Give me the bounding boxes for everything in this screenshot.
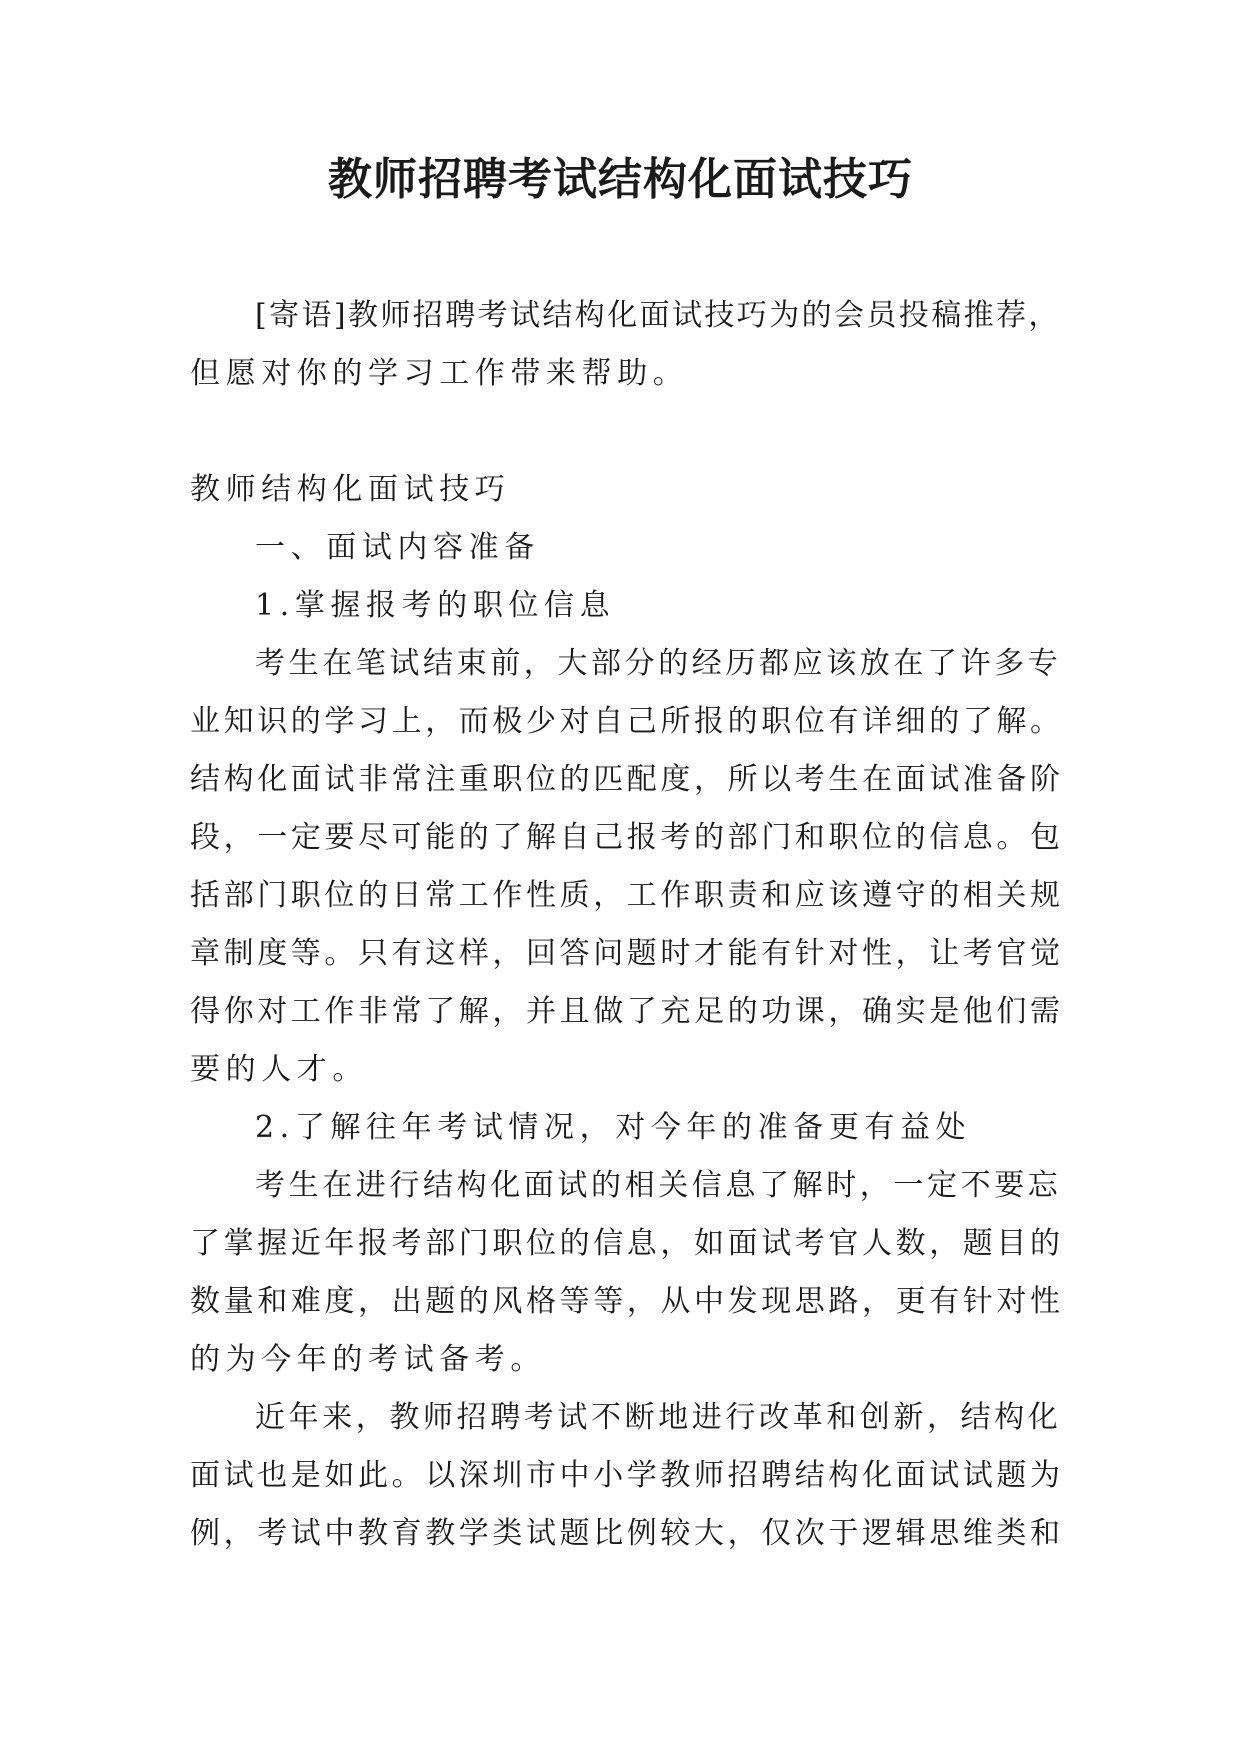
paragraph-line: 括部门职位的日常工作性质，工作职责和应该遵守的相关规	[190, 878, 1064, 913]
paragraph-line: 要的人才。	[190, 1052, 368, 1087]
paragraph-line: 的为今年的考试备考。	[190, 1342, 546, 1377]
paragraph-line: 段，一定要尽可能的了解自己报考的部门和职位的信息。包	[190, 820, 1064, 855]
paragraph-line: 得你对工作非常了解，并且做了充足的功课，确实是他们需	[190, 994, 1064, 1029]
subsection-heading: 一、面试内容准备	[255, 530, 540, 565]
paragraph-line: 数量和难度，出题的风格等等，从中发现思路，更有针对性	[190, 1284, 1064, 1319]
item-heading: 1.掌握报考的职位信息	[255, 588, 616, 623]
paragraph-line: 结构化面试非常注重职位的匹配度，所以考生在面试准备阶	[190, 762, 1064, 797]
paragraph-line: 考生在进行结构化面试的相关信息了解时，一定不要忘	[255, 1168, 1062, 1203]
paragraph-line: 但愿对你的学习工作带来帮助。	[190, 356, 689, 391]
document-title: 教师招聘考试结构化面试技巧	[328, 154, 913, 205]
paragraph-line: 了掌握近年报考部门职位的信息，如面试考官人数，题目的	[190, 1226, 1064, 1261]
paragraph-line: 考生在笔试结束前，大部分的经历都应该放在了许多专	[255, 646, 1062, 681]
paragraph-line: 近年来，教师招聘考试不断地进行改革和创新，结构化	[255, 1400, 1062, 1435]
paragraph-line: 例，考试中教育教学类试题比例较大，仅次于逻辑思维类和	[190, 1516, 1064, 1551]
item-heading: 2.了解往年考试情况，对今年的准备更有益处	[255, 1110, 972, 1145]
paragraph-line: 面试也是如此。以深圳市中小学教师招聘结构化面试试题为	[190, 1458, 1064, 1493]
paragraph-line: 业知识的学习上，而极少对自己所报的职位有详细的了解。	[190, 704, 1064, 739]
section-heading: 教师结构化面试技巧	[190, 472, 511, 507]
paragraph-line: 章制度等。只有这样，回答问题时才能有针对性，让考官觉	[190, 936, 1064, 971]
paragraph-line: [寄语]教师招聘考试结构化面试技巧为的会员投稿推荐，	[255, 298, 1061, 333]
